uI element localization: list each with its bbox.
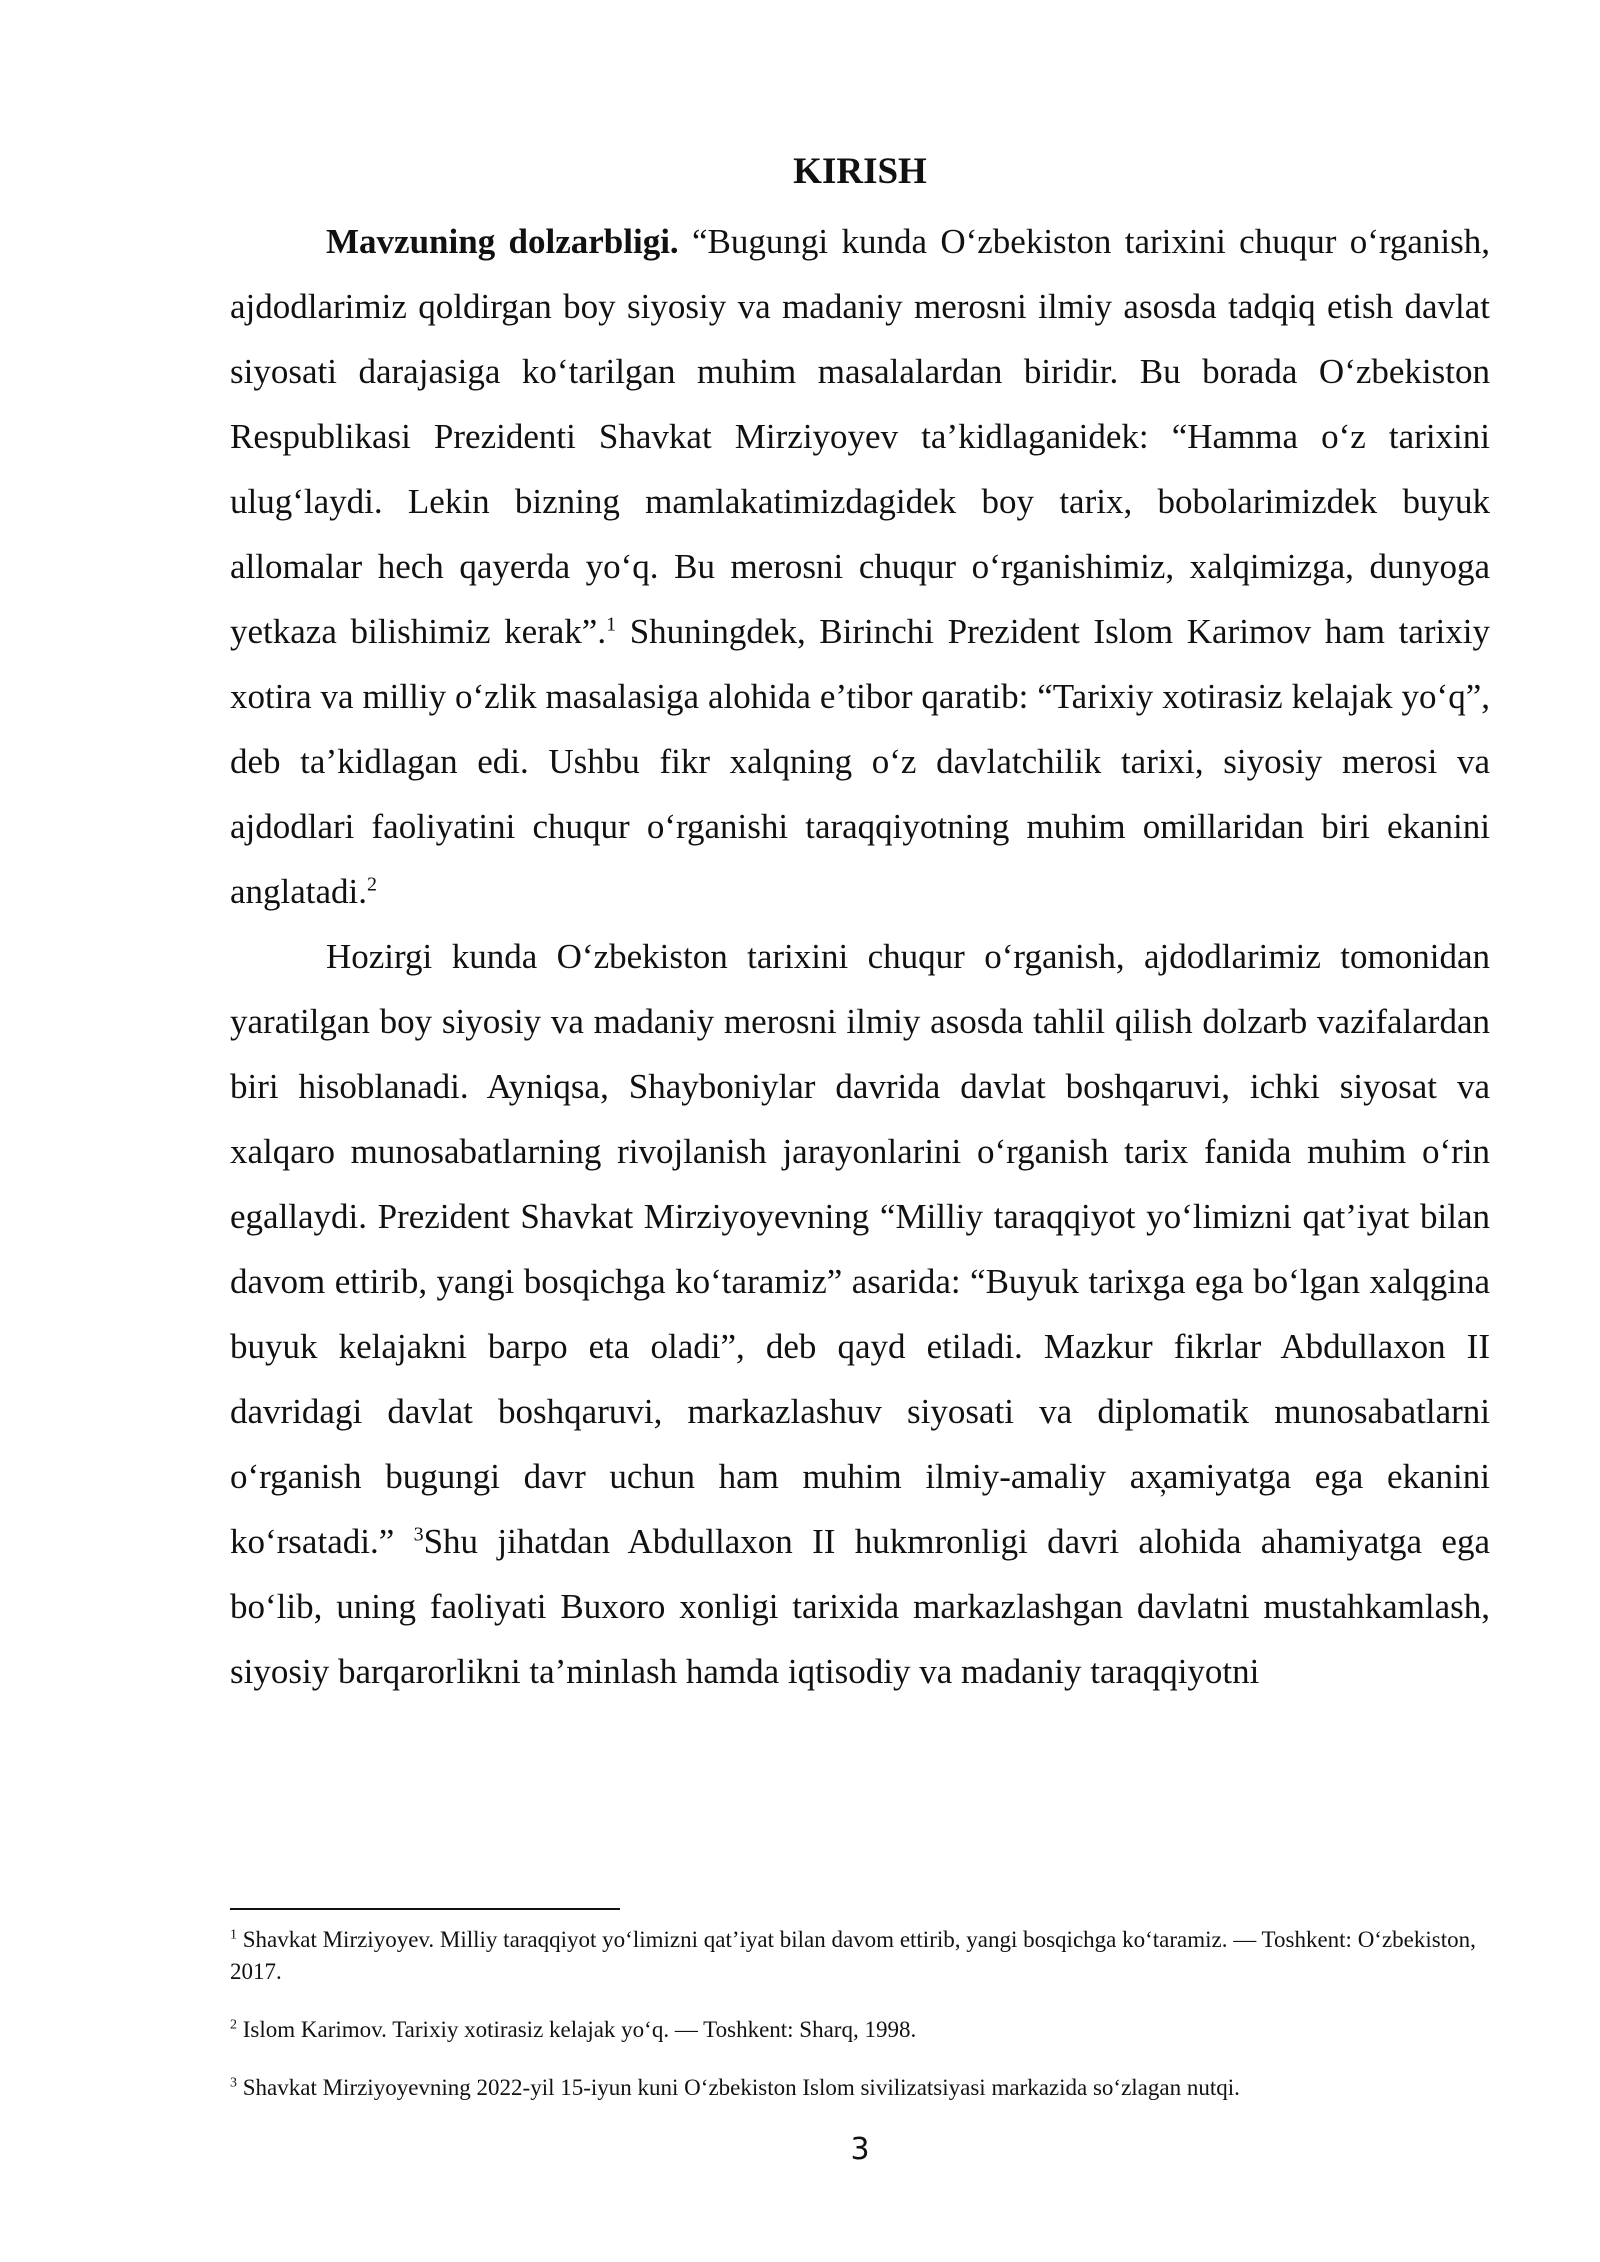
section-lead: Mavzuning dolzarbligi. xyxy=(326,222,679,261)
footnote-text: Shavkat Mirziyoyev. Milliy taraqqiyot yo‘limizni qat’iyat bilan davom ettirib, yangi bosqichga ko‘taramiz. — Toshkent: O‘zbekiston, 2017. xyxy=(230,1927,1476,1984)
footnote-separator xyxy=(230,1908,620,1910)
paragraph-text: Hozirgi kunda O‘zbekiston tarixini chuqur o‘rganish, ajdodlarimiz tomonidan yaratilgan boy siyosiy va madaniy merosni ilmiy asosda tahlil qilish dolzarb vazifalardan biri hisoblanadi. Ayniqsa, Shayboniylar davrida davlat boshqaruvi, ichki siyosat va xalqaro munosabatlarning rivojlanish jarayonlarini o‘rganish tarix fanida muhim o‘rin egallaydi. Prezident Shavkat Mirziyoyevning “Milliy taraqqiyot yo‘limizni qat’iyat bilan davom ettirib, yangi bosqichga ko‘taramiz” asarida: “Buyuk tarixga ega bo‘lgan xalqgina buyuk kelajakni barpo eta oladi”, deb qayd etiladi. Mazkur fikrlar Abdullaxon II davridagi davlat boshqaruvi, markazlashuv siyosati va diplomatik munosabatlarni o‘rganish bugungi davr uchun ham muhim ilmiy-amaliy ax̦amiyatga ega ekanini ko‘rsatadi.” xyxy=(230,937,1490,1561)
paragraph-text: Shuningdek, Birinchi Prezident Islom Karimov ham tarixiy xotira va milliy o‘zlik masalasiga alohida e’tibor qaratib: “Tarixiy xotirasiz kelajak yo‘q”, deb ta’kidlagan edi. Ushbu fikr xalqning o‘z davlatchilik tarixi, siyosiy merosi va ajdodlari faoliyatini chuqur o‘rganishi taraqqiyotning muhim omillaridan biri ekanini anglatadi. xyxy=(230,612,1491,911)
footnote-3 xyxy=(230,2072,1490,2104)
footnote-ref[interactable]: 1 xyxy=(606,613,617,636)
footnote-text: Shavkat Mirziyoyevning 2022-yil 15-iyun kuni O‘zbekiston Islom sivilizatsiyasi markazida so‘zlagan nutqi. xyxy=(237,2075,1240,2100)
footnotes xyxy=(230,1924,1490,2130)
footnote-mark: 3 xyxy=(230,2075,237,2091)
footnote-ref[interactable]: 2 xyxy=(367,873,378,896)
footnote-2 xyxy=(230,2014,1490,2046)
footnote-text: Islom Karimov. Tarixiy xotirasiz kelajak yo‘q. — Toshkent: Sharq, 1998. xyxy=(237,2017,917,2042)
paragraph-text: Shu jihatdan Abdullaxon II hukmronligi davri alohida ahamiyatga ega bo‘lib, uning faoliyati Buxoro xonligi tarixida markazlashgan davlatni mustahkamlash, siyosiy barqarorlikni ta’minlash hamda iqtisodiy va madaniy taraqqiyotni xyxy=(230,1522,1490,1691)
footnote-1 xyxy=(230,1924,1490,1988)
paragraph-text: “Bugungi kunda O‘zbekiston tarixini chuqur o‘rganish, ajdodlarimiz qoldirgan boy siyosiy va madaniy merosni ilmiy asosda tadqiq etish davlat siyosati darajasiga ko‘tarilgan muhim masalalardan biridir. Bu borada O‘zbekiston Respublikasi Prezidenti Shavkat Mirziyoyev ta’kidlaganidek: “Hamma o‘z tarixini ulug‘laydi. Lekin bizning mamlakatimizdagidek boy tarix, bobolarimizdek buyuk allomalar hech qayerda yo‘q. Bu merosni chuqur o‘rganishimiz, xalqimizga, dunyoga yetkaza bilishimiz kerak”. xyxy=(230,222,1491,651)
page-number: 3 xyxy=(850,2132,870,2167)
footnote-mark: 2 xyxy=(230,2017,237,2033)
body-text xyxy=(230,209,1490,1704)
footnote-ref[interactable]: 3 xyxy=(413,1523,424,1546)
paragraph-relevance xyxy=(230,209,1490,924)
footnote-mark: 1 xyxy=(230,1927,237,1943)
paragraph-context xyxy=(230,924,1490,1704)
page-title: KIRISH xyxy=(793,151,927,192)
